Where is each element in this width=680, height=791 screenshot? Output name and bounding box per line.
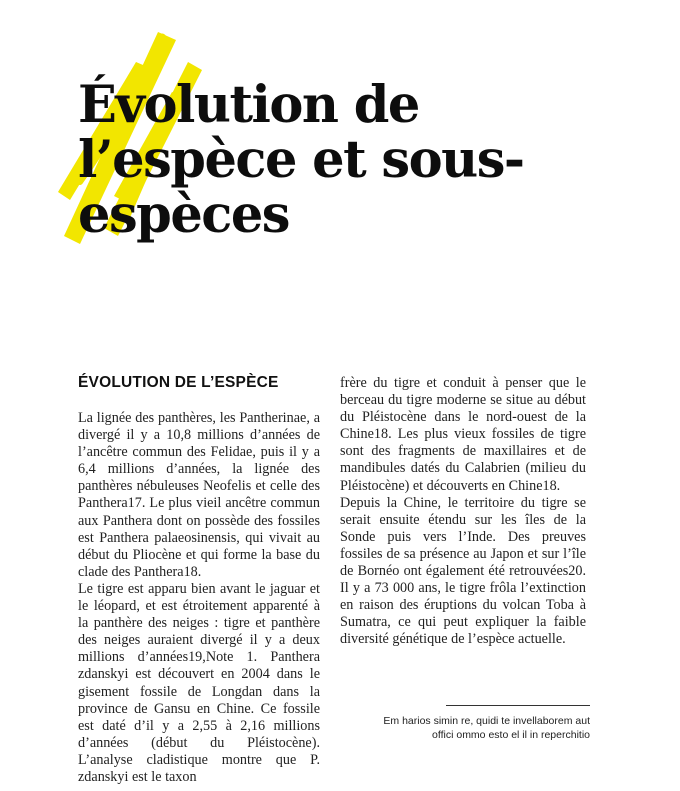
- paragraph-2: Le tigre est apparu bien avant le jaguar et le léopard, et est étroitement apparenté à la panthère des neiges : tigre et panthère des neiges auraient divergé il y a deux millions d’années19,Note 1. Panthera zdanskyi est découvert en 2004 dans le gisement fossile de Longdan dans la province de Gansu en Chine. Ce fossile est daté d’il y a 2,55 à 2,16 millions d’années (début du Pléistocène). L’analyse cladistique montre que P. zdanskyi est le taxon: [78, 580, 320, 785]
- text-column-right: [340, 375, 586, 649]
- title-line-1: Évolution de: [78, 75, 419, 135]
- paragraph-1: La lignée des panthères, les Pantherinae, a divergé il y a 10,8 millions d’années de l’ancêtre commun des Felidae, puis il y a 6,4 millions d’années, la lignée des panthères nébuleuses Neofelis et celle des Panthera17. Le plus vieil ancêtre commun aux Panthera dont on possède des fossiles est Panthera palaeosinensis, qui vivait au début du Pliocène et qui forme la base du clade des Panthera18.: [78, 410, 320, 580]
- section-heading: ÉVOLUTION DE L’ESPÈCE: [78, 374, 279, 391]
- paragraph-4: Depuis la Chine, le territoire du tigre se serait ensuite étendu sur les îles de la Sonde puis vers l’Inde. Des preuves fossiles de sa présence au Japon et sur l’île de Bornéo ont également été retrouvées20. Il y a 73 000 ans, le tigre frôla l’extinction en raison des éruptions du volcan Toba à Sumatra, ce qui peut expliquer la faible diversité génétique de l’espèce actuelle.: [340, 494, 586, 648]
- caption: [380, 714, 590, 742]
- caption-line-2: offici ommo esto el il in reperchitio: [432, 729, 590, 741]
- title-line-3: espèces: [78, 185, 289, 245]
- caption-line-1: Em harios simin re, quidi te invellaborem aut: [383, 715, 590, 727]
- paragraph-3: frère du tigre et conduit à penser que le berceau du tigre moderne se situe au début du Pléistocène dans le nord-ouest de la Chine18. Les plus vieux fossiles de tigre sont des fragments de maxillaires et de mandibules datés du Calabrien (milieu du Pléistocène) et découverts en Chine18.: [340, 375, 586, 494]
- page-title: [78, 75, 598, 245]
- caption-divider: [446, 705, 590, 706]
- text-column-left: [78, 410, 320, 786]
- title-line-2: l’espèce et sous-: [78, 130, 524, 190]
